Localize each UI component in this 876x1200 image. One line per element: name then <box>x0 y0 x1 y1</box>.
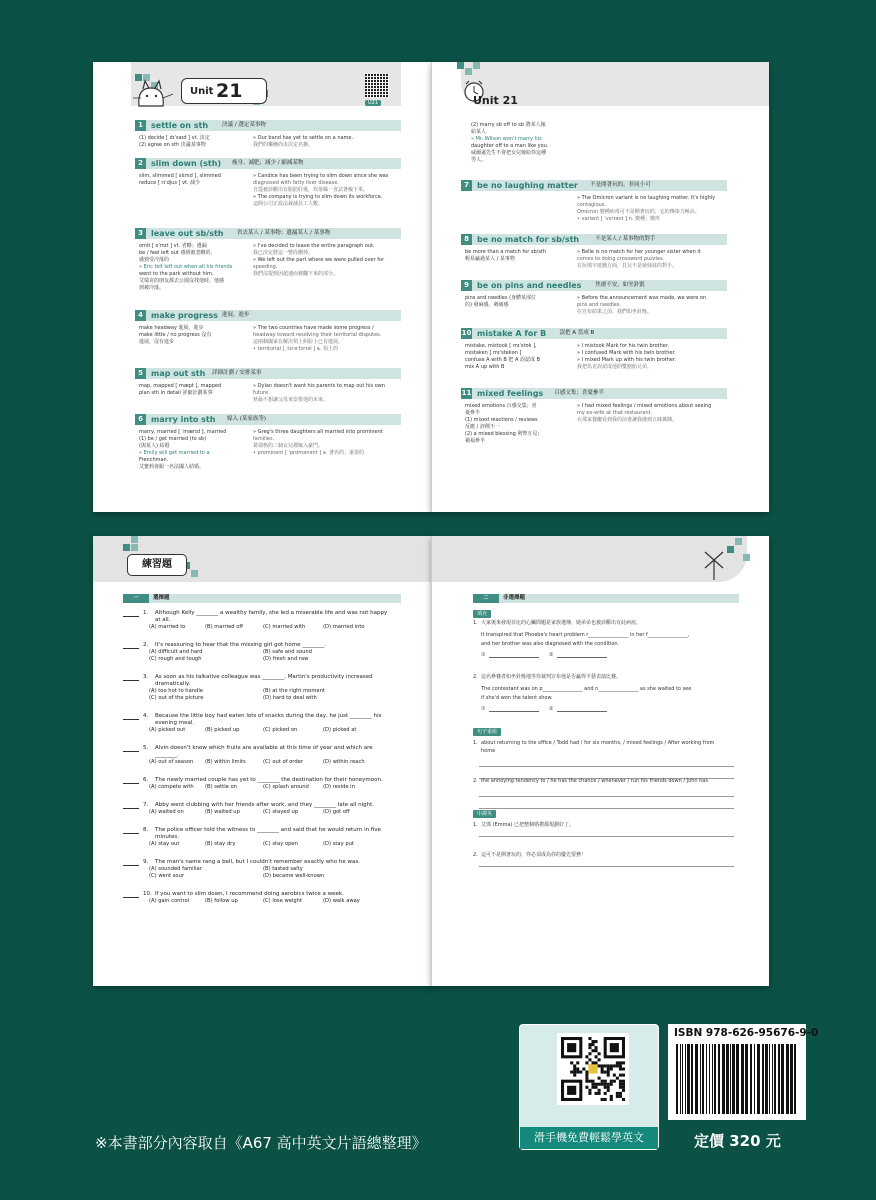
answer-option: (D) reside in <box>323 784 355 790</box>
item-number: 1. <box>473 620 478 626</box>
answer-option: (A) compete with <box>149 784 194 790</box>
section-number: 6 <box>135 414 146 425</box>
related-phrase: (1) mixed reactions / reviews <box>465 417 538 423</box>
question-text: dramatically. <box>155 681 191 687</box>
item-sentence: and her brother was also diagnosed with the condition. <box>481 641 620 647</box>
section-header <box>135 228 401 239</box>
answer-line[interactable] <box>479 766 734 767</box>
question-text: ________. <box>155 752 179 758</box>
decor-square <box>123 544 130 551</box>
cat-drawing-icon <box>129 76 179 112</box>
source-note: ※本書部分內容取自《A67 高中英文片語總整理》 <box>95 1134 427 1152</box>
answer-option: (C) stay open <box>263 841 298 847</box>
related-phrase: slim, slimmed [ slɪmd ], slimmed <box>139 173 221 179</box>
item-sentence: It transpired that Phoebe's heart problem r________________ in her f________________, <box>481 632 690 638</box>
page-gutter <box>431 62 432 512</box>
related-phrase: 憂參半 <box>465 410 481 416</box>
question-text: Although Kelly ________ a wealthy family, she led a miserable life and was not happy <box>155 610 388 616</box>
section-title: 選擇題 <box>153 595 170 601</box>
question-text: evening meal. <box>155 720 195 726</box>
question-text: minutes. <box>155 834 180 840</box>
section-number: 7 <box>461 180 472 191</box>
item-sentence: the annoying tendency to / he has the chance / whenever / run his friends down / John has <box>481 778 708 784</box>
question-text: If you want to slim down, I recommend doing aerobics twice a week. <box>155 891 344 897</box>
decor-square <box>473 62 480 69</box>
phrase-title: be no laughing matter <box>477 181 578 190</box>
phrase-title: be on pins and needles <box>477 281 582 290</box>
qr-code-icon[interactable] <box>557 1033 629 1105</box>
answer-option: (D) became well-known <box>263 873 325 879</box>
example-sentence: 在宣布結果之前，我們如坐針氈。 <box>577 309 653 315</box>
answer-line[interactable] <box>479 808 734 809</box>
question-text: The man's name rang a bell, but I couldn't remember exactly who he was. <box>155 859 360 865</box>
example-sentence: » The company is trying to slim down its workforce. <box>253 194 383 200</box>
example-sentence: • territorial [ ˌtɛrəˈtɔrɪəl ] a. 領土的 <box>253 346 339 352</box>
section-number: 4 <box>135 310 146 321</box>
example-sentence: speeding. <box>253 264 278 270</box>
answer-option: (B) within limits <box>205 759 246 765</box>
related-phrase: (2) marry sb off to sb 將某人嫁 <box>471 122 546 128</box>
question-text: at all. <box>155 617 171 623</box>
section-number: 二 <box>473 594 499 603</box>
example-sentence: 我已決定將這一整段刪掉。 <box>253 250 314 256</box>
related-phrase: confuse A with B 把 A 誤認成 B <box>465 357 541 363</box>
phrase-meaning: 不是某人 / 某事物的對手 <box>595 236 656 242</box>
isbn-barcode <box>668 1024 819 1120</box>
reorder-tag: 句子重組 <box>473 728 501 736</box>
section-title: 非選擇題 <box>503 595 526 601</box>
answer-option: (C) went sour <box>149 873 185 879</box>
answer-option: (A) difficult and hard <box>149 649 203 655</box>
related-phrase: 男人。 <box>471 157 487 163</box>
question-number: 5. <box>143 745 149 751</box>
item-sentence: The contestant was on p________________ and n________________ as she waited to see <box>481 686 692 692</box>
question-text: The newly married couple has yet to ________ the destination for their honeymoon. <box>155 777 383 783</box>
example-sentence: » The Omicron variant is no laughing matter. It's highly <box>577 195 716 201</box>
question-text: Because the little boy had eaten lots of snacks during the day, he just ________ his <box>155 713 382 719</box>
example-sentence: » I've decided to leave the entire paragraph out. <box>253 243 375 249</box>
related-phrase: make little / no progress 沒有 <box>139 332 212 338</box>
question-number: 6. <box>143 777 149 783</box>
phrase-title: marry into sth <box>151 415 216 424</box>
question-number: 3. <box>143 674 149 680</box>
phrase-meaning: 誤把 A 當成 B <box>559 330 595 336</box>
question-number: 7. <box>143 802 149 808</box>
example-sentence: » I confused Mark with his twin brother. <box>577 350 676 356</box>
phrase-meaning: 焦慮不安，如坐針氈 <box>595 282 645 288</box>
answer-option: (C) married with <box>263 624 306 630</box>
item-number: 2. <box>473 852 478 858</box>
answer-option: (B) settle on <box>205 784 237 790</box>
question-text: It's reassuring to hear that the missing girl got home ________. <box>155 642 327 648</box>
decor-square <box>457 62 464 69</box>
answer-option: (B) picked up <box>205 727 240 733</box>
fill-tag: 填充 <box>473 610 491 618</box>
example-sentence: 我們沒提到因超速而被攔下來的部分。 <box>253 271 339 277</box>
answer-blank[interactable] <box>123 860 139 866</box>
windmill-icon <box>701 546 727 582</box>
answer-option: (C) picked on <box>263 727 298 733</box>
related-phrase: 給某人 <box>471 129 487 135</box>
related-phrase: 的) 發麻感，刺痛感 <box>465 302 509 308</box>
section-number: 3 <box>135 228 146 239</box>
section-header <box>135 414 401 425</box>
question-number: 1. <box>143 610 149 616</box>
example-sentence: » Dylan doesn't want his parents to map out his own <box>253 383 386 389</box>
answer-blank[interactable] <box>123 803 139 809</box>
section-header <box>461 328 727 339</box>
related-phrase: mistaken [ mɪˈstekən ] <box>465 350 522 356</box>
example-sentence: » Greg's three daughters all married into prominent <box>253 429 383 435</box>
answer-option: (D) picked at <box>323 727 357 733</box>
phrase-title: be no match for sb/sth <box>477 235 580 244</box>
answer-option: (A) out of season <box>149 759 194 765</box>
example-sentence: » The two countries have made some progress / <box>253 325 374 331</box>
answer-line-1[interactable] <box>489 705 539 712</box>
answer-option: (A) married to <box>149 624 186 630</box>
related-phrase: be / feel left out 感到被忽略的、 <box>139 250 216 256</box>
phrase-title: mixed feelings <box>477 389 544 398</box>
related-phrase: 反應 / 評價不一 <box>465 424 500 430</box>
answer-option: (B) married off <box>205 624 243 630</box>
example-sentence: » We left out the part where we were pulled over for <box>253 257 385 263</box>
answer-option: (D) walk away <box>323 898 360 904</box>
answer-option: (B) at the right moment <box>263 688 325 694</box>
example-sentence: contagious. <box>577 202 606 208</box>
example-sentence: • prominent [ ˈprɑmənənt ] a. 著名的；重要的 <box>253 450 364 456</box>
answer-option: (D) stay put <box>323 841 354 847</box>
related-phrase: Frenchman. <box>139 457 169 463</box>
example-sentence: » Candice has been trying to slim down since she was <box>253 173 389 179</box>
phrase-meaning: 不是開著玩的，非同小可 <box>590 182 651 188</box>
question-text: As soon as his talkative colleague was ________, Martin's productivity increased <box>155 674 373 680</box>
phrase-meaning: 省去某人 / 某事物；遺漏某人 / 某事物 <box>237 230 331 236</box>
example-sentence: 狄倫不想讓父母來安排他的未來。 <box>253 397 329 403</box>
related-phrase: (1) be / get married (to sb) <box>139 436 207 442</box>
example-sentence: » Our band has yet to settle on a name. <box>253 135 354 141</box>
answer-line[interactable] <box>479 866 734 867</box>
related-phrase: marry, married [ ˈmærɪd ], married <box>139 429 227 435</box>
qr-code-graphic <box>561 1037 625 1101</box>
section-number: 8 <box>461 234 472 245</box>
section-header <box>135 120 401 131</box>
phrase-meaning: 瘦身、減肥；減少 / 縮減某物 <box>232 160 304 166</box>
answer-option: (B) safe and sound <box>263 649 312 655</box>
answer-option: (D) fresh and raw <box>263 656 309 662</box>
question-number: 2. <box>143 642 149 648</box>
related-phrase: » Eric felt left out when all his friends <box>139 264 233 270</box>
phrase-title: leave out sb/sth <box>151 229 224 238</box>
question-number: 8. <box>143 827 149 833</box>
item-prompt: 這名參賽者如坐針氈地等待裁判宣布他是否贏得才藝表演比賽。 <box>481 674 622 680</box>
answer-option: (C) splash around <box>263 784 309 790</box>
answer-option: (A) too hot to handle <box>149 688 203 694</box>
item-number: 2. <box>473 674 478 680</box>
section-header <box>135 310 401 321</box>
related-phrase: pins and needles (身體某部位 <box>465 295 537 301</box>
example-sentence: » I mixed Mark up with his twin brother. <box>577 357 677 363</box>
item-prompt: 艾瑪 (Emma) 已把整個婚禮都規劃好了。 <box>481 822 575 828</box>
answer-option: (C) out of order <box>263 759 303 765</box>
answer-option: (C) rough and tough <box>149 656 202 662</box>
phrase-title: make progress <box>151 311 218 320</box>
answer-option: (A) gain control <box>149 898 190 904</box>
section-header <box>461 388 727 399</box>
example-sentence: 自從被診斷出有脂肪肝後，坎蒂絲一直試著瘦下來。 <box>253 187 369 193</box>
phrase-title: settle on sth <box>151 121 209 130</box>
example-sentence: » Belle is no match for her younger sister when it <box>577 249 701 255</box>
item-prompt: 這可不是開著玩的，你必須成為你的優先要務！ <box>481 852 587 858</box>
related-phrase: mix A up with B <box>465 364 505 370</box>
example-sentence: 這間公司正設法裁減員工人數。 <box>253 201 324 207</box>
related-phrase: » Mr. Wilson won't marry his <box>471 136 542 142</box>
example-sentence: my ex-wife at that restaurant. <box>577 410 653 416</box>
decor-square <box>465 68 472 75</box>
answer-option: (C) stayed up <box>263 809 299 815</box>
item-sentence: home <box>481 748 496 754</box>
phrase-title: slim down (sth) <box>151 159 222 168</box>
answer-option: (B) stay dry <box>205 841 236 847</box>
translate-tag: 中譯英 <box>473 810 496 818</box>
page-gutter <box>431 536 432 986</box>
example-sentence: 我們的樂團尚未決定名稱。 <box>253 142 314 148</box>
answer-blank[interactable] <box>123 828 139 834</box>
answer-blank[interactable] <box>123 746 139 752</box>
decor-square <box>131 544 138 551</box>
answer-blank[interactable] <box>123 714 139 720</box>
phrase-meaning: 進展，進步 <box>222 312 250 318</box>
example-sentence: » I had mixed feelings / mixed emotions about seeing <box>577 403 712 409</box>
question-number: 4. <box>143 713 149 719</box>
book-page-unit21-left <box>93 62 431 512</box>
related-phrase: 艾瑞克的朋友都去公園沒找他時，他感 <box>139 278 225 284</box>
section-header <box>461 180 727 191</box>
related-phrase: daughter off to a man like you. <box>471 143 549 149</box>
qr-code-icon[interactable] <box>365 74 389 98</box>
qr-tag: U21 <box>365 100 381 106</box>
answer-line[interactable] <box>479 836 734 837</box>
phrase-title: map out sth <box>151 369 206 378</box>
practice-title: 練習題 <box>127 554 187 576</box>
book-page-non-choice <box>431 536 769 986</box>
section-number: 1 <box>135 120 146 131</box>
section-header <box>461 280 727 291</box>
decor-square <box>727 546 734 553</box>
related-phrase: reduce [ rɪˈdjus ] vt. 減少 <box>139 180 201 186</box>
answer-option: (D) hard to deal with <box>263 695 317 701</box>
book-page-exercises <box>93 536 431 986</box>
related-phrase: (2) a mixed blessing 利弊互見； <box>465 431 543 437</box>
example-sentence: 我把馬克誤認成他的雙胞胎兄弟。 <box>577 364 653 370</box>
related-phrase: (與某人) 結婚 <box>139 443 170 449</box>
example-sentence: » Before the announcement was made, we were on <box>577 295 707 301</box>
example-sentence: pins and needles. <box>577 302 622 308</box>
answer-line-1[interactable] <box>489 651 539 658</box>
example-sentence: families. <box>253 436 275 442</box>
answer-option: (B) follow up <box>205 898 238 904</box>
decor-square <box>743 554 750 561</box>
related-phrase: (2) agree on sth 決議某事物 <box>139 142 206 148</box>
phrase-meaning: 詳細計劃 / 安排某事 <box>212 370 262 376</box>
section-number: 10 <box>461 329 472 337</box>
answer-option: (A) stay out <box>149 841 180 847</box>
question-text: The police officer told the witness to ________ and said that he would return in five <box>155 827 381 833</box>
answer-option: (C) lose weight <box>263 898 302 904</box>
question-text: Abby went clubbing with her friends after work, and they ________ late all night. <box>155 802 374 808</box>
decor-square <box>735 538 742 545</box>
related-phrase: 輕易贏過某人 / 某事物 <box>465 256 515 262</box>
item-prompt: 大家後來發現菲比的心臟問題是家族遺傳，她弟弟也被診斷出有此病症。 <box>481 620 642 626</box>
related-phrase: » Emily will get married to a <box>139 450 210 456</box>
related-phrase: went to the park without him. <box>139 271 214 277</box>
item-sentence: about returning to the office / Todd had / for six months, / mixed feelings / After working from <box>481 740 715 746</box>
item-number: 1. <box>473 822 478 828</box>
answer-blank[interactable] <box>123 778 139 784</box>
answer-slot: ② <box>549 706 554 712</box>
decor-square <box>131 536 138 543</box>
answer-line-2[interactable] <box>557 651 607 658</box>
related-phrase: mistake, mistook [ mɪˈstʊk ], <box>465 343 537 349</box>
related-phrase: 艾蜜莉會跟一名法國人結婚。 <box>139 464 205 470</box>
page-header-band <box>431 536 747 582</box>
phrase-meaning: 決議 / 選定某事物 <box>222 122 266 128</box>
section-number: 一 <box>123 594 149 603</box>
answer-line[interactable] <box>479 796 734 797</box>
item-sentence: if she'd won the talent show. <box>481 695 553 701</box>
section-header-multiple-choice <box>123 594 401 603</box>
related-phrase: mixed emotions 百感交集；喜 <box>465 403 537 409</box>
answer-option: (C) out of the picture <box>149 695 204 701</box>
section-number: 2 <box>135 158 146 169</box>
example-sentence: Omicron 變種病毒可不是開著玩的，它的傳染力極高。 <box>577 209 700 215</box>
section-header-non-choice <box>473 594 739 603</box>
question-number: 9. <box>143 859 149 865</box>
answer-blank[interactable] <box>123 611 139 617</box>
unit-label: Unit <box>190 86 214 97</box>
related-phrase: 威爾遜先生不會把女兒嫁給你這種 <box>471 150 547 156</box>
example-sentence: 在那家餐廳看到我的前妻讓我感到五味雜陳。 <box>577 417 678 423</box>
barcode-graphic <box>676 1044 798 1114</box>
section-header <box>461 234 727 245</box>
answer-blank[interactable] <box>123 675 139 681</box>
related-phrase: 禍福參半 <box>465 438 486 444</box>
answer-slot: ① <box>481 706 486 712</box>
section-number: 9 <box>461 280 472 291</box>
book-page-unit21-right <box>431 62 769 512</box>
section-header <box>135 368 401 379</box>
answer-option: (D) within reach <box>323 759 365 765</box>
related-phrase: plan sth in detail 詳細計劃某事 <box>139 390 213 396</box>
answer-option: (B) waited up <box>205 809 240 815</box>
isbn-text: ISBN 978-626-95676-9-0 <box>674 1027 819 1039</box>
example-sentence: » I mistook Mark for his twin brother. <box>577 343 670 349</box>
answer-line-2[interactable] <box>557 705 607 712</box>
related-phrase: make headway 進展，進步 <box>139 325 204 331</box>
item-number: 2. <box>473 778 478 784</box>
example-sentence: 葛瑞格的三個女兒都嫁入豪門。 <box>253 443 324 449</box>
unit-number: 21 <box>216 80 243 102</box>
example-sentence: comes to doing crossword puzzles. <box>577 256 665 262</box>
answer-option: (B) tasted salty <box>263 866 303 872</box>
unit-title-box <box>181 78 267 104</box>
price-label: 定價 320 元 <box>694 1132 781 1150</box>
related-phrase: be more than a match for sb/sth <box>465 249 547 255</box>
section-number: 11 <box>461 389 472 397</box>
unit-title: Unit 21 <box>473 94 518 107</box>
answer-option: (D) married into <box>323 624 365 630</box>
example-sentence: 這兩個國家在解決領土糾紛上已有進展。 <box>253 339 344 345</box>
example-sentence: headway toward resolving their territorial disputes. <box>253 332 382 338</box>
qr-card[interactable] <box>519 1024 659 1150</box>
answer-option: (A) sounded familiar <box>149 866 202 872</box>
question-number: 10. <box>143 891 152 897</box>
answer-option: (D) got off <box>323 809 350 815</box>
answer-slot: ① <box>481 652 486 658</box>
related-phrase: 進展，沒有進步 <box>139 339 175 345</box>
related-phrase: 到被冷落。 <box>139 285 165 291</box>
qr-caption: 滑手機免費輕鬆學英文 <box>520 1127 658 1149</box>
item-number: 1. <box>473 740 478 746</box>
answer-slot: ② <box>549 652 554 658</box>
question-text: Alvin doesn't know which fruits are available at this time of year and which are <box>155 745 373 751</box>
example-sentence: diagnosed with fatty liver disease. <box>253 180 340 186</box>
answer-blank[interactable] <box>123 892 139 898</box>
phrase-meaning: 百感交集；喜憂參半 <box>554 390 604 396</box>
example-sentence: future. <box>253 390 270 396</box>
phrase-meaning: 嫁入 (某家族等) <box>227 416 267 422</box>
related-phrase: omit [ oˈmɪt ] vt. 省略；遺漏 <box>139 243 207 249</box>
phrase-title: mistake A for B <box>477 329 547 338</box>
related-phrase: 感到受冷落的 <box>139 257 170 263</box>
related-phrase: (1) decide [ dɪˈsaɪd ] vt. 決定 <box>139 135 210 141</box>
example-sentence: 在玩填字遊戲方面，貝兒不是她妹妹的對手。 <box>577 263 678 269</box>
example-sentence: • variant [ ˈvɛrɪənt ] n. 變種；變形 <box>577 216 660 222</box>
related-phrase: map, mapped [ mæpt ], mapped <box>139 383 222 389</box>
answer-option: (A) waited on <box>149 809 184 815</box>
answer-option: (A) picked out <box>149 727 186 733</box>
decor-square <box>191 570 198 577</box>
section-number: 5 <box>135 368 146 379</box>
answer-blank[interactable] <box>123 643 139 649</box>
section-header <box>135 158 401 169</box>
